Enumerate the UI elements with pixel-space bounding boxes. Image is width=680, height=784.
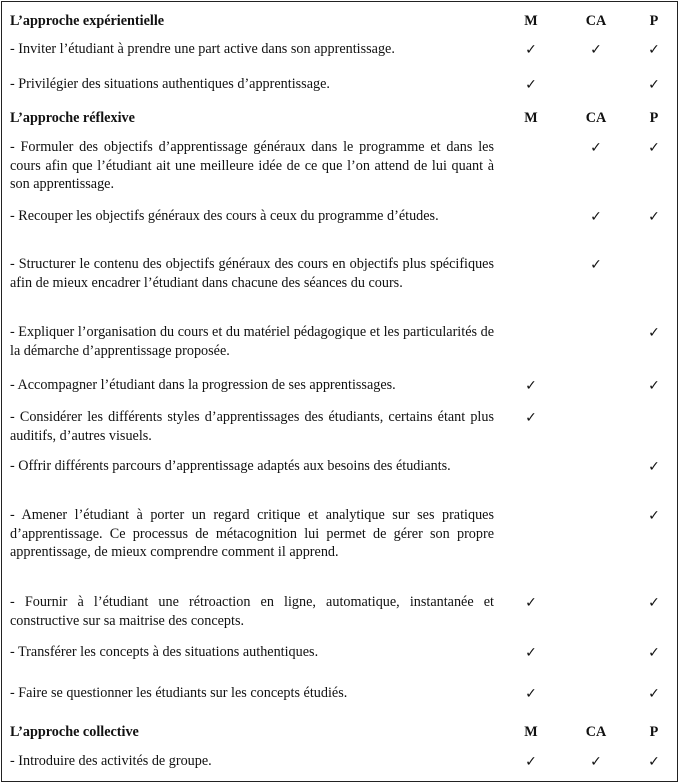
row-text: - Inviter l’étudiant à prendre une part active dans son apprentissage. [10, 41, 395, 57]
checkmark-icon: ✓ [590, 209, 602, 225]
column-header-ca: CA [585, 724, 607, 740]
row-text: - Offrir différents parcours d’apprentissage adaptés aux besoins des étudiants. [10, 458, 451, 474]
checkmark-icon: ✓ [648, 595, 660, 611]
row-text: - Introduire des activités de groupe. [10, 753, 212, 769]
checkmark-icon: ✓ [525, 410, 537, 426]
checkmark-icon: ✓ [590, 42, 602, 58]
column-header-ca: CA [585, 110, 607, 126]
checkmark-icon: ✓ [525, 754, 537, 770]
column-header-p: P [649, 724, 659, 740]
checkmark-icon: ✓ [648, 325, 660, 341]
section-title: L’approche réflexive [10, 110, 135, 126]
checkmark-icon: ✓ [648, 140, 660, 156]
checkmark-icon: ✓ [648, 645, 660, 661]
column-header-p: P [649, 110, 659, 126]
checkmark-icon: ✓ [648, 77, 660, 93]
checkmark-icon: ✓ [648, 378, 660, 394]
checkmark-icon: ✓ [648, 209, 660, 225]
checkmark-icon: ✓ [648, 754, 660, 770]
row-text: - Fournir à l’étudiant une rétroaction en ligne, automatique, instantanée et constructive sur sa maitrise des concepts. [10, 594, 494, 629]
checkmark-icon: ✓ [648, 508, 660, 524]
approach-table [1, 1, 678, 782]
checkmark-icon: ✓ [525, 77, 537, 93]
checkmark-icon: ✓ [525, 42, 537, 58]
checkmark-icon: ✓ [525, 686, 537, 702]
column-header-ca: CA [585, 13, 607, 29]
row-text: - Structurer le contenu des objectifs généraux des cours en objectifs plus spécifiques afin de mieux encadrer l’étudiant dans chacune des séances du cours. [10, 256, 494, 291]
checkmark-icon: ✓ [525, 595, 537, 611]
checkmark-icon: ✓ [590, 257, 602, 273]
checkmark-icon: ✓ [648, 686, 660, 702]
section-title: L’approche expérientielle [10, 13, 165, 29]
row-text: - Amener l’étudiant à porter un regard critique et analytique sur ses pratiques d’apprentissage. Ce processus de métacognition lui permet de gérer son propre apprentissage, de mieux comprendre comment il apprend. [10, 507, 494, 561]
checkmark-icon: ✓ [648, 459, 660, 475]
checkmark-icon: ✓ [525, 645, 537, 661]
row-text: - Transférer les concepts à des situations authentiques. [10, 644, 319, 660]
section-title: L’approche collective [10, 724, 139, 740]
checkmark-icon: ✓ [590, 140, 602, 156]
row-text: - Considérer les différents styles d’apprentissages des étudiants, certains étant plus auditifs, d’autres visuels. [10, 409, 494, 444]
checkmark-icon: ✓ [525, 378, 537, 394]
row-text: - Formuler des objectifs d’apprentissage généraux dans le programme et dans les cours afin que l’étudiant ait une meilleure idée de ce que l’on attend de lui quant à son apprentissage. [10, 139, 494, 193]
column-header-m: M [524, 110, 538, 126]
checkmark-icon: ✓ [590, 754, 602, 770]
column-header-m: M [524, 724, 538, 740]
row-text: - Faire se questionner les étudiants sur les concepts étudiés. [10, 685, 348, 701]
row-text: - Recouper les objectifs généraux des cours à ceux du programme d’études. [10, 208, 439, 224]
row-text: - Expliquer l’organisation du cours et du matériel pédagogique et les particularités de la démarche d’apprentissage proposée. [10, 324, 494, 359]
row-text: - Privilégier des situations authentiques d’apprentissage. [10, 76, 330, 92]
checkmark-icon: ✓ [648, 42, 660, 58]
column-header-p: P [649, 13, 659, 29]
row-text: - Accompagner l’étudiant dans la progression de ses apprentissages. [10, 377, 396, 393]
column-header-m: M [524, 13, 538, 29]
